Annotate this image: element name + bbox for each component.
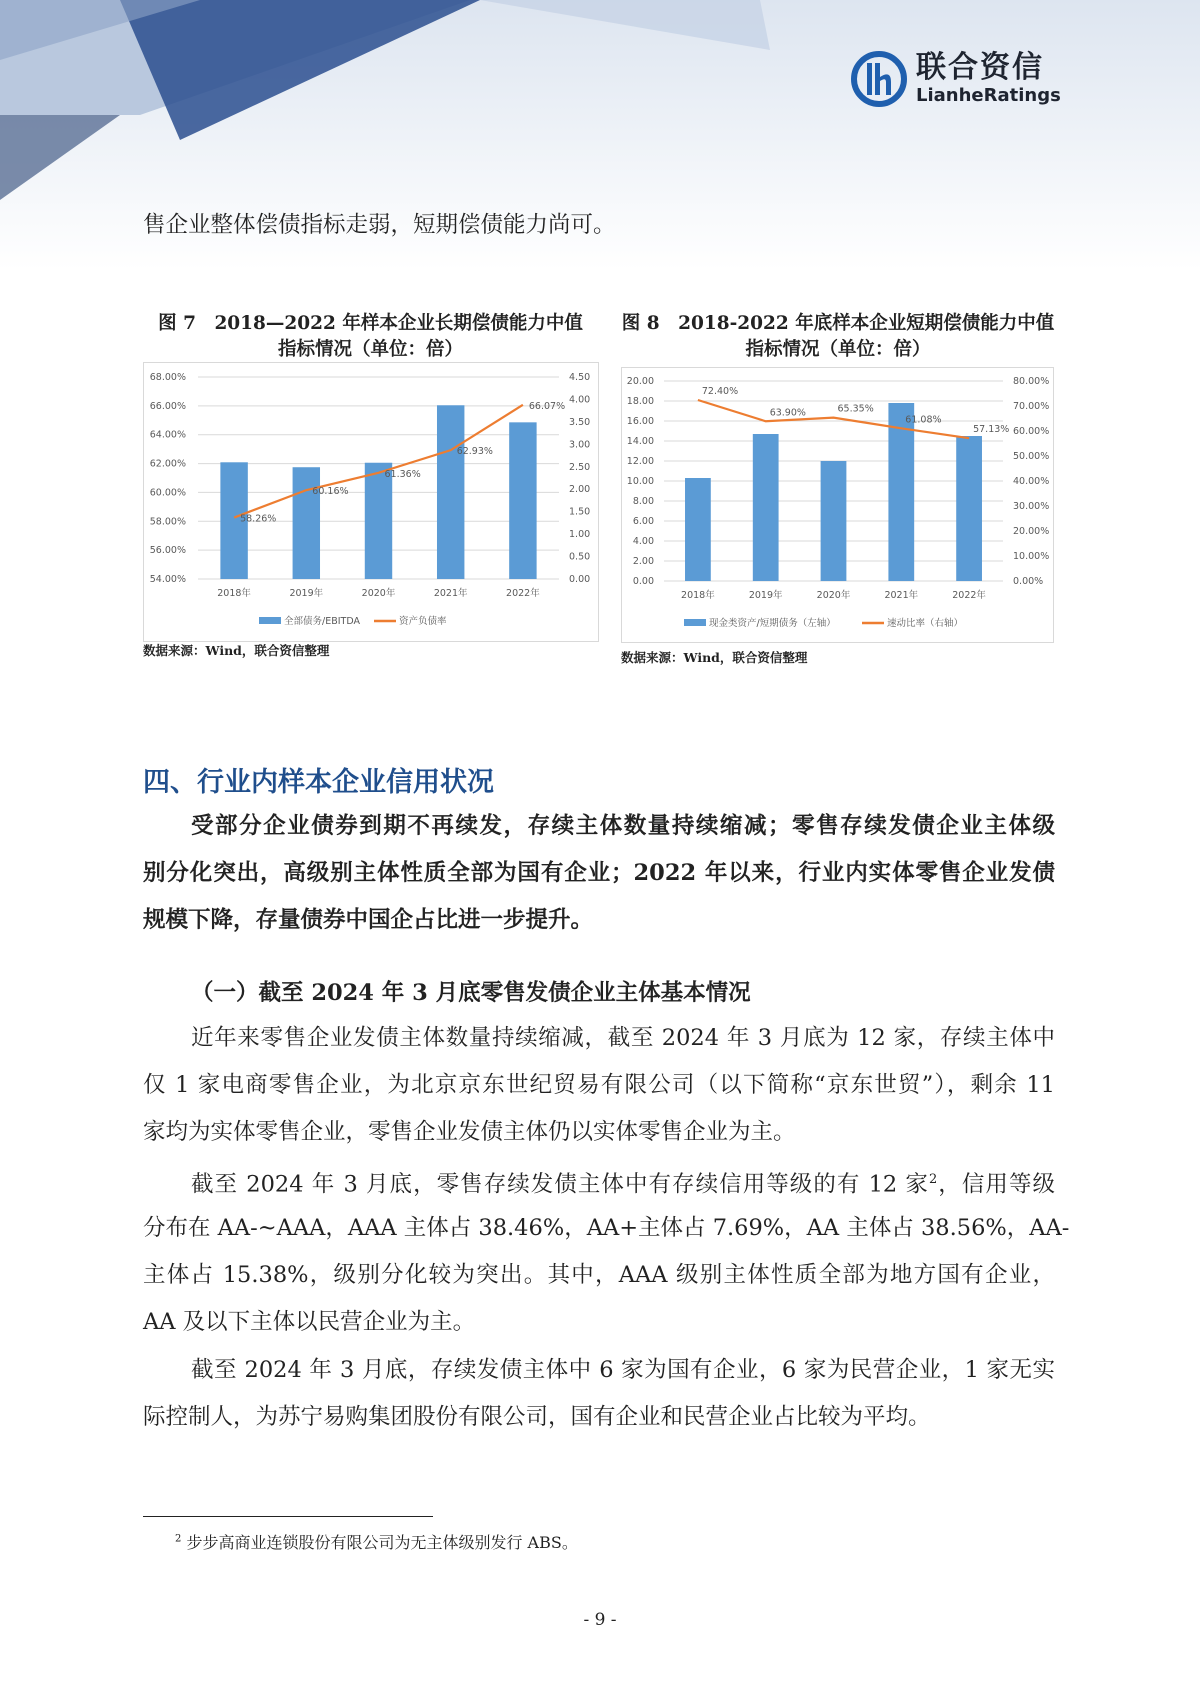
left-axis-tick-label: 18.00 [626, 396, 654, 407]
para2-line: 主体占 15.38%，级别分化较为突出。其中，AAA 级别主体性质全部为地方国有企业， [143, 1262, 1055, 1288]
left-axis-tick-label: 2.00 [632, 556, 654, 567]
figure-7-chart [143, 362, 599, 642]
lianhe-ratings-logo [850, 50, 1061, 108]
figure-7-title [143, 311, 598, 363]
para1-line: 家均为实体零售企业，零售企业发债主体仍以实体零售企业为主。 [143, 1119, 796, 1145]
figure-8-chart [621, 367, 1054, 643]
left-axis-tick-label: 6.00 [632, 516, 654, 527]
footnote-ref[interactable]: 2 [928, 1172, 938, 1187]
summary-line: 别分化突出，高级别主体性质全部为国有企业；2022 年以来，行业内实体零售企业发债 [143, 860, 1055, 886]
left-axis-tick-label: 56.00% [149, 545, 186, 557]
figure-7-source: 数据来源：Wind，联合资信整理 [143, 643, 330, 658]
category-label: 2021年 [433, 588, 468, 599]
para2-text-b: ，信用等级 [937, 1171, 1055, 1198]
right-axis-tick-label: 2.00 [569, 484, 591, 496]
right-axis-tick-label: 3.50 [569, 416, 591, 428]
logo-mark-icon [850, 50, 908, 108]
right-axis-tick-label: 60.00% [1013, 426, 1050, 437]
figure-8-title [618, 311, 1058, 363]
bar [821, 461, 847, 581]
left-axis-tick-label: 10.00 [626, 476, 654, 487]
right-axis-tick-label: 0.00 [569, 574, 591, 585]
left-axis-tick-label: 60.00% [149, 487, 186, 499]
left-axis-tick-label: 68.00% [149, 372, 186, 383]
data-label: 61.08% [905, 414, 942, 426]
left-axis-tick-label: 14.00 [626, 436, 654, 447]
legend-bar-swatch [684, 619, 706, 626]
category-label: 2020年 [361, 588, 396, 599]
right-axis-tick-label: 50.00% [1013, 451, 1050, 462]
para2-line: AA 及以下主体以民营企业为主。 [143, 1309, 476, 1335]
bar [437, 405, 464, 579]
right-axis-tick-label: 3.00 [569, 439, 591, 451]
left-axis-tick-label: 54.00% [149, 574, 186, 585]
legend-bar-label: 现金类资产/短期债务（左轴） [709, 618, 836, 629]
right-axis-tick-label: 4.00 [569, 394, 591, 406]
bar [509, 422, 536, 579]
data-label: 60.16% [312, 486, 349, 498]
right-axis-tick-label: 20.00% [1013, 526, 1050, 537]
bar [753, 434, 779, 581]
figure-7-title-line1: 图 7 2018—2022 年样本企业长期偿债能力中值 [158, 313, 583, 334]
left-axis-tick-label: 64.00% [149, 429, 186, 441]
left-axis-tick-label: 16.00 [626, 416, 654, 427]
category-label: 2018年 [681, 590, 715, 601]
footnote [175, 1530, 578, 1553]
data-label: 65.35% [837, 403, 874, 415]
legend-bar-label: 全部债务/EBITDA [284, 616, 360, 627]
right-axis-tick-label: 4.50 [569, 372, 591, 383]
legend-bar-swatch [259, 617, 281, 624]
legend-line-label: 速动比率（右轴） [887, 618, 964, 629]
right-axis-tick-label: 2.50 [569, 461, 591, 473]
data-label: 66.07% [528, 400, 566, 412]
right-axis-tick-label: 10.00% [1013, 551, 1050, 562]
data-label: 72.40% [701, 386, 739, 397]
para1-line: 仅 1 家电商零售企业，为北京京东世纪贸易有限公司（以下简称“京东世贸”），剩余 11 [143, 1072, 1055, 1098]
subsection-heading: （一）截至 2024 年 3 月底零售发债企业主体基本情况 [191, 980, 751, 1006]
left-axis-tick-label: 58.00% [149, 516, 186, 528]
para3-line: 际控制人，为苏宁易购集团股份有限公司，国有企业和民营企业占比较为平均。 [143, 1404, 931, 1430]
right-axis-tick-label: 70.00% [1013, 401, 1050, 412]
bar [293, 467, 320, 579]
summary-line: 受部分企业债券到期不再续发，存续主体数量持续缩减；零售存续发债企业主体级 [191, 813, 1055, 839]
category-label: 2022年 [952, 590, 986, 601]
para2-line: 分布在 AA-~AAA，AAA 主体占 38.46%，AA+主体占 7.69%，AA 主体占 38.56%，AA- [143, 1215, 1070, 1241]
logo-cn-text: 联合资信 [916, 50, 1044, 85]
section-heading: 四、行业内样本企业信用状况 [143, 767, 494, 798]
para3-line: 截至 2024 年 3 月底，存续发债主体中 6 家为国有企业，6 家为民营企业，1 家无实 [191, 1357, 1055, 1383]
left-axis-tick-label: 4.00 [632, 536, 654, 547]
data-label: 58.26% [240, 513, 277, 525]
figure-8-source: 数据来源：Wind，联合资信整理 [621, 650, 808, 665]
right-axis-tick-label: 40.00% [1013, 476, 1050, 487]
logo-en-text: LianheRatings [916, 85, 1061, 106]
figure-8-title-line2: 指标情况（单位：倍） [745, 339, 931, 360]
left-axis-tick-label: 8.00 [632, 496, 654, 507]
bar [365, 463, 392, 579]
bar [685, 478, 711, 581]
left-axis-tick-label: 66.00% [149, 400, 186, 412]
right-axis-tick-label: 1.50 [569, 506, 591, 518]
category-label: 2019年 [289, 588, 324, 599]
category-label: 2018年 [217, 588, 251, 599]
footnote-text: 步步高商业连锁股份有限公司为无主体级别发行 ABS。 [186, 1533, 578, 1552]
data-label: 57.13% [973, 424, 1010, 436]
figure-8-title-line1: 图 8 2018-2022 年底样本企业短期偿债能力中值 [621, 313, 1055, 334]
right-axis-tick-label: 0.50 [569, 551, 591, 563]
summary-line: 规模下降，存量债券中国企占比进一步提升。 [143, 907, 594, 933]
right-axis-tick-label: 80.00% [1013, 376, 1050, 387]
left-axis-tick-label: 20.00 [626, 376, 654, 387]
footnote-marker: 2 [175, 1533, 182, 1545]
footnote-divider [143, 1516, 433, 1517]
left-axis-tick-label: 0.00 [632, 576, 654, 587]
data-label: 63.90% [769, 407, 806, 419]
left-axis-tick-label: 62.00% [149, 458, 186, 470]
figure-7-title-line2: 指标情况（单位：倍） [277, 339, 463, 360]
category-label: 2021年 [884, 590, 919, 601]
para1-line: 近年来零售企业发债主体数量持续缩减，截至 2024 年 3 月底为 12 家，存续主体中 [191, 1025, 1055, 1051]
data-label: 62.93% [456, 446, 493, 458]
intro-line: 售企业整体偿债指标走弱，短期偿债能力尚可。 [143, 212, 616, 238]
category-label: 2020年 [816, 590, 851, 601]
para2-text-a: 截至 2024 年 3 月底，零售存续发债主体中有存续信用等级的有 12 家 [191, 1171, 929, 1198]
left-axis-tick-label: 12.00 [626, 456, 654, 467]
right-axis-tick-label: 30.00% [1013, 501, 1050, 512]
category-label: 2019年 [748, 590, 783, 601]
bar [956, 436, 982, 581]
right-axis-tick-label: 0.00% [1013, 576, 1044, 587]
category-label: 2022年 [506, 588, 540, 599]
legend-line-label: 资产负债率 [399, 616, 447, 627]
para2-line [143, 1165, 1055, 1200]
right-axis-tick-label: 1.00 [569, 529, 591, 541]
page-number: - 9 - [583, 1610, 617, 1630]
data-label: 61.36% [384, 468, 421, 480]
